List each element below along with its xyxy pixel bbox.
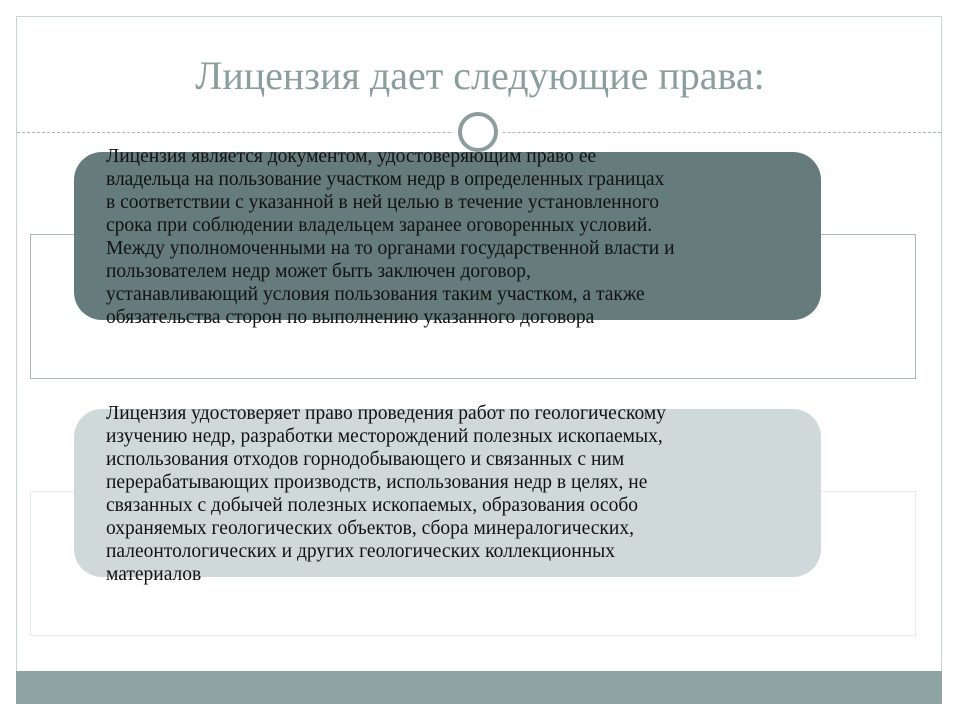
license-rights-text: Лицензия удостоверяет право проведения работ по геологическому изучению недр, разработки месторождений полезных ископаемых, использования отходов горнодобывающего и связанных с ним перерабатывающих производств, использования недр в целях, не связанных с добычей полезных ископаемых, образования особо охраняемых геологических объектов, сбора минералогических, палеонтологических и других геологических коллекционных материалов (106, 403, 666, 585)
slide-title: Лицензия дает следующие права: (195, 53, 765, 98)
footer-bar (16, 671, 942, 704)
license-document-text: Лицензия является документом, удостоверяющим право ее владельца на пользование участком недр в определенных границах в соответствии с указанной в ней целью в течение установленного срока при соблюдении владельцем заранее оговоренных условий. Между уполномоченными на то органами государственной власти и пользователем недр может быть заключен договор, устанавливающий условия пользования таким участком, а также обязательства сторон по выполнению указанного договора (106, 146, 675, 328)
